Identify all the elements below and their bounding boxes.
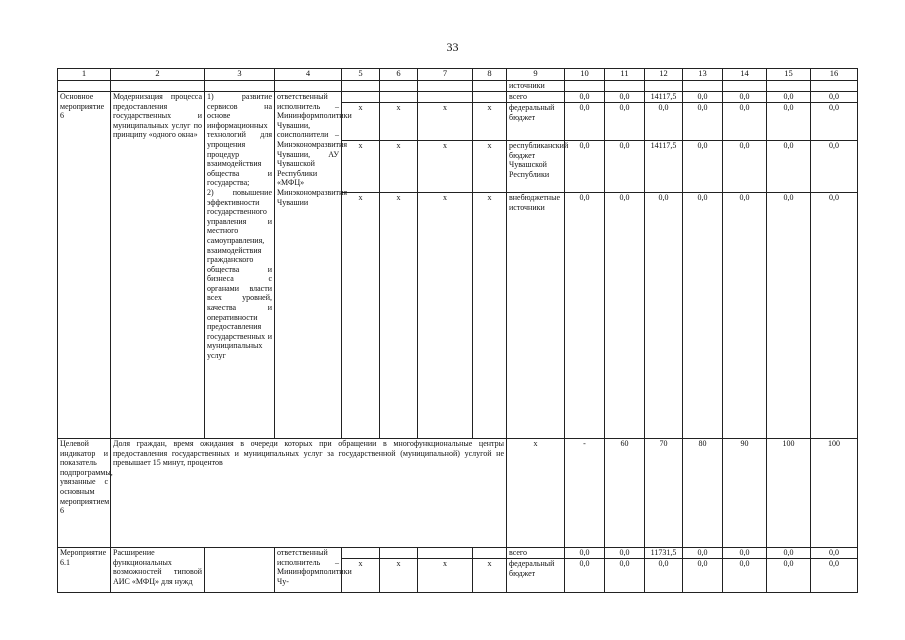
table-row: x x x x республиканский бюджет Чувашской Республики 0,0 0,0 14117,5 0,0 0,0 0,0 0,0	[58, 141, 858, 193]
table-row: x x x x внебюджетные источники 0,0 0,0 0,0 0,0 0,0 0,0 0,0	[58, 193, 858, 439]
header-cell: 13	[683, 69, 723, 81]
table-row	[58, 81, 858, 92]
event-name: Основное мероприятие 6	[58, 92, 111, 439]
table-row: Мероприятие 6.1 Расширение функциональных возможностей типовой АИС «МФЦ» для нужд ответственный исполнитель – Мининформполитики Чу- всего 0,0 0,0 11731,5 0,0 0,0 0,0 0,0	[58, 548, 858, 559]
program-table	[57, 68, 858, 593]
header-row	[58, 69, 858, 81]
source-cell: федеральный бюджет	[507, 103, 565, 141]
table-row: Основное мероприятие 6 Модернизация процесса предоставления государственных и муниципальных услуг по принципу «одного окна» 1) развитие сервисов на основе информационных технологий для упрощения процедур взаимодействия общества и государства; 2) повышение эффективности государственного управления и местного самоуправления, взаимодействия гражданского общества и бизнеса с органами власти всех уровней, качества и оперативности предоставления государственных и муниципальных услуг ответственный исполнитель – Мининформполитики Чувашии, соисполнители – Минэкономразвития Чувашии, АУ Чувашской Республики «МФЦ» Минэкономразвития Чувашии всего 0,0 0,0 14117,5 0,0 0,0 0,0 0,0	[58, 92, 858, 103]
header-cell: 3	[205, 69, 275, 81]
header-cell: 1	[58, 69, 111, 81]
header-cell: 2	[111, 69, 205, 81]
indicator-name: Целевой индикатор и показатель подпрограммы, увязанные с основным мероприятием 6	[58, 439, 111, 548]
header-cell: 5	[342, 69, 380, 81]
event-title: Расширение функциональных возможностей типовой АИС «МФЦ» для нужд	[111, 548, 205, 593]
header-cell: 8	[473, 69, 507, 81]
indicator-text: Доля граждан, время ожидания в очереди которых при обращении в многофункциональные центры предоставления государственных и муниципальных услуг за государственной (муниципальной) услугой не превышает 15 минут, процентов	[111, 439, 507, 548]
header-cell: 14	[723, 69, 767, 81]
source-cell: всего	[507, 92, 565, 103]
event-executors: ответственный исполнитель – Мининформполитики Чувашии, соисполнители – Минэкономразвития Чувашии, АУ Чувашской Республики «МФЦ» Минэкономразвития Чувашии	[275, 92, 342, 439]
header-cell: 11	[605, 69, 645, 81]
page-number: 33	[446, 40, 459, 54]
header-cell: 9	[507, 69, 565, 81]
table-row: x x x x федеральный бюджет 0,0 0,0 0,0 0,0 0,0 0,0 0,0	[58, 103, 858, 141]
source-cell: федеральный бюджет	[507, 559, 565, 593]
header-cell: 16	[811, 69, 858, 81]
source-cell: внебюджетные источники	[507, 193, 565, 439]
source-cell: республиканский бюджет Чувашской Республики	[507, 141, 565, 193]
header-cell: 12	[645, 69, 683, 81]
source-cell: всего	[507, 548, 565, 559]
event-name: Мероприятие 6.1	[58, 548, 111, 593]
header-cell: 15	[767, 69, 811, 81]
event-title: Модернизация процесса предоставления государственных и муниципальных услуг по принципу «одного окна»	[111, 92, 205, 439]
header-cell: 10	[565, 69, 605, 81]
header-cell: 4	[275, 69, 342, 81]
table-row: x x x x федеральный бюджет 0,0 0,0 0,0 0,0 0,0 0,0 0,0	[58, 559, 858, 593]
table-row: Целевой индикатор и показатель подпрограммы, увязанные с основным мероприятием 6 Доля граждан, время ожидания в очереди которых при обращении в многофункциональные центры предоставления государственных и муниципальных услуг за государственной (муниципальной) услугой не превышает 15 минут, процентов x - 60 70 80 90 100 100	[58, 439, 858, 548]
header-cell: 7	[418, 69, 473, 81]
event-goals: 1) развитие сервисов на основе информационных технологий для упрощения процедур взаимодействия общества и государства; 2) повышение эффективности государственного управления и местного самоуправления, взаимодействия гражданского общества и бизнеса с органами власти всех уровней, качества и оперативности предоставления государственных и муниципальных услуг	[205, 92, 275, 439]
source-cell: источники	[507, 81, 565, 92]
event-executors: ответственный исполнитель – Мининформполитики Чу-	[275, 548, 342, 593]
header-cell: 6	[380, 69, 418, 81]
